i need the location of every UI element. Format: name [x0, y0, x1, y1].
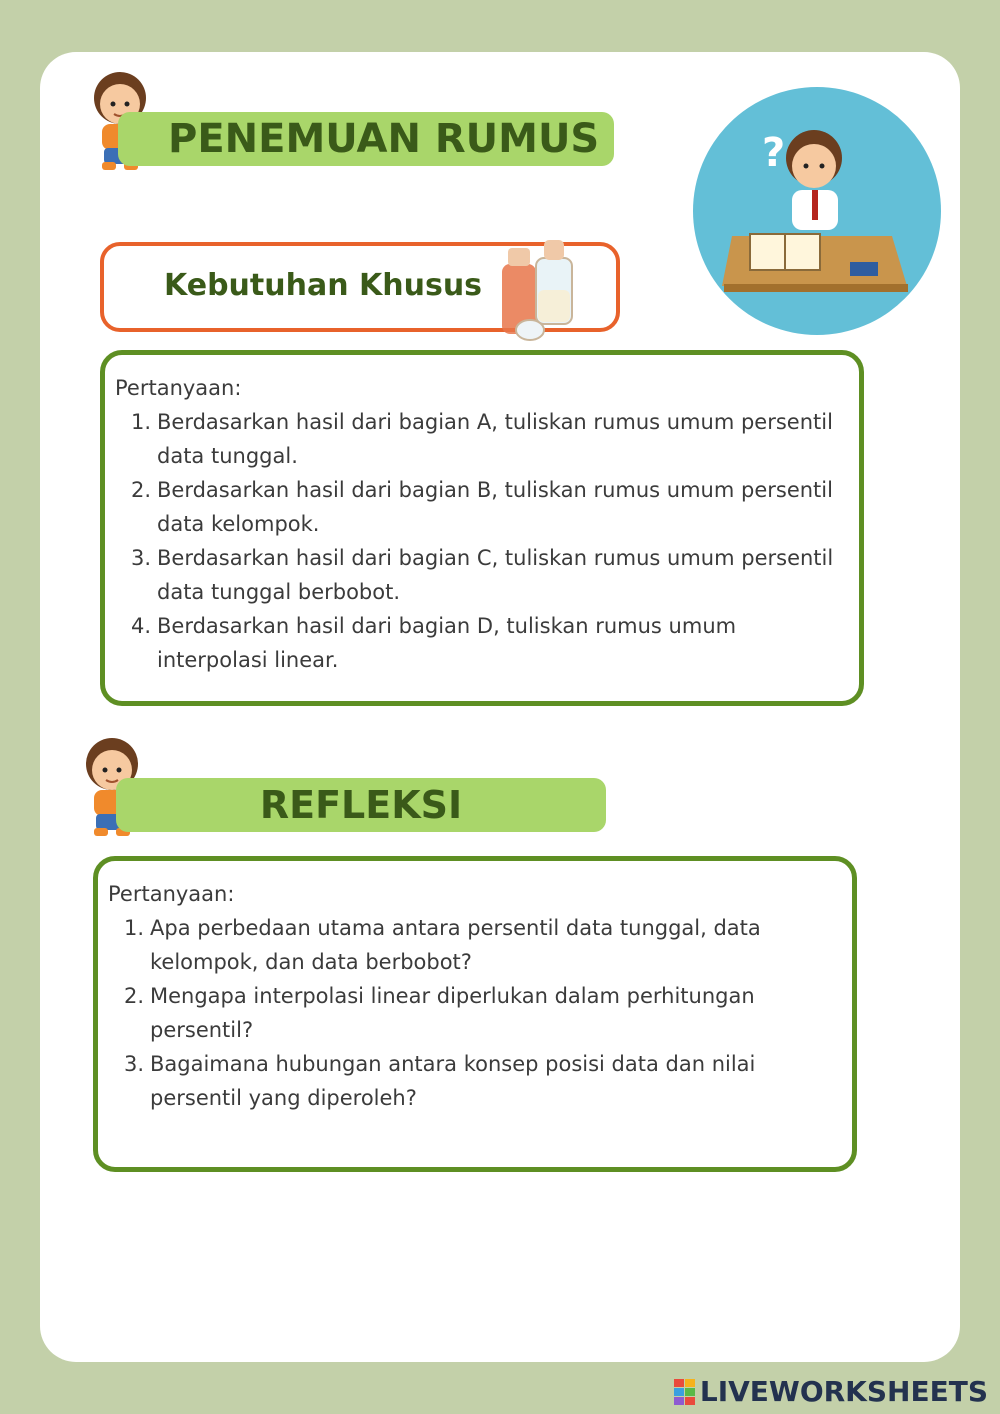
list-item — [108, 1047, 840, 1115]
question-text: Berdasarkan hasil dari bagian C, tuliskan rumus umum persentil data tunggal berbobot. — [157, 546, 834, 604]
liveworksheets-logo-icon — [674, 1379, 696, 1405]
question-list — [108, 911, 840, 1115]
question-text: Berdasarkan hasil dari bagian A, tuliskan rumus umum persentil data tunggal. — [157, 410, 833, 468]
thinking-student-illustration — [692, 86, 942, 336]
question-number: 3. — [131, 546, 152, 570]
section-title-banner — [116, 778, 606, 832]
baby-bottles-icon — [496, 234, 588, 346]
list-item — [108, 911, 840, 979]
questions-box-formula — [100, 350, 864, 706]
question-text: Apa perbedaan utama antara persentil data tunggal, data kelompok, dan data berbobot? — [150, 916, 761, 974]
questions-box-reflection — [93, 856, 857, 1172]
list-item — [115, 405, 847, 473]
question-text: Bagaimana hubungan antara konsep posisi data dan nilai persentil yang diperoleh? — [150, 1052, 756, 1110]
question-number: 3. — [124, 1052, 145, 1076]
list-item — [115, 473, 847, 541]
subtitle-text: Kebutuhan Khusus — [164, 268, 483, 303]
section-title-banner — [118, 112, 614, 166]
brand-text: LIVEWORKSHEETS — [699, 1375, 988, 1408]
liveworksheets-brand[interactable] — [674, 1375, 988, 1408]
list-item — [108, 979, 840, 1047]
question-number: 2. — [124, 984, 145, 1008]
question-number: 1. — [131, 410, 152, 434]
list-item — [115, 541, 847, 609]
list-item — [115, 609, 847, 677]
svg-text:?: ? — [762, 130, 786, 176]
section-title: REFLEKSI — [259, 783, 463, 827]
question-number: 2. — [131, 478, 152, 502]
section-title: PENEMUAN RUMUS — [168, 116, 600, 162]
question-label: Pertanyaan: — [108, 882, 235, 906]
question-list — [115, 405, 847, 677]
question-number: 1. — [124, 916, 145, 940]
question-text: Berdasarkan hasil dari bagian D, tuliskan rumus umum interpolasi linear. — [157, 614, 737, 672]
question-text: Mengapa interpolasi linear diperlukan dalam perhitungan persentil? — [150, 984, 755, 1042]
question-number: 4. — [131, 614, 152, 638]
question-label: Pertanyaan: — [115, 376, 242, 400]
question-text: Berdasarkan hasil dari bagian B, tuliskan rumus umum persentil data kelompok. — [157, 478, 833, 536]
